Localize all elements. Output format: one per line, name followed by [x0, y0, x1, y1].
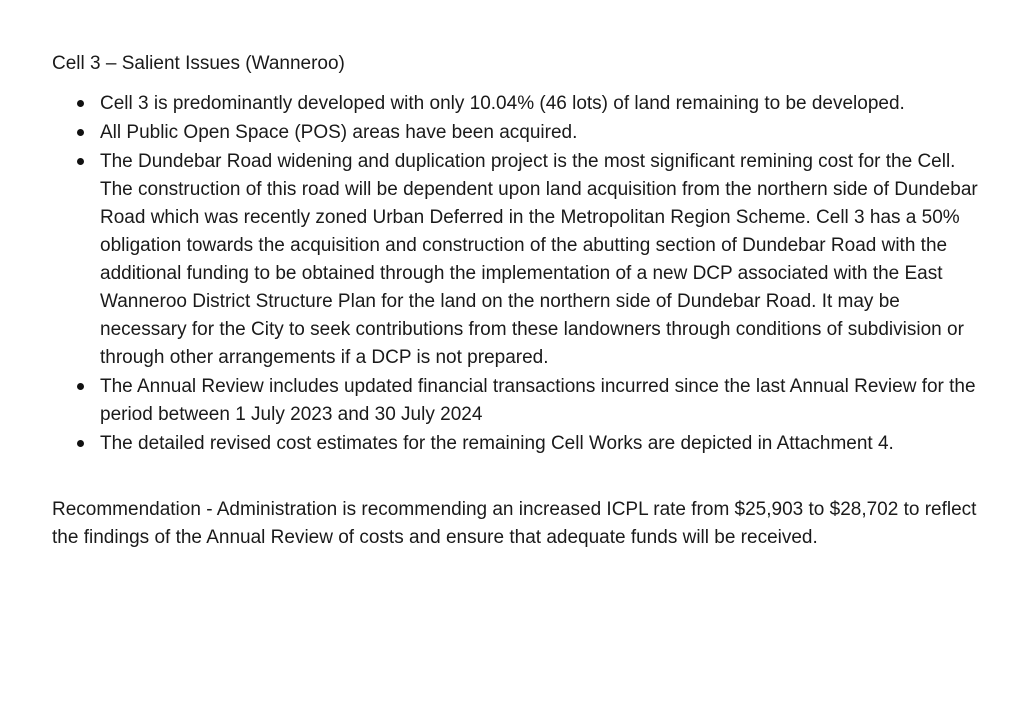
list-item: [52, 90, 982, 118]
list-item: [52, 119, 982, 147]
list-item-text: The Annual Review includes updated financial transactions incurred since the last Annual Review for the period between 1 July 2023 and 30 July 2024: [100, 376, 976, 425]
list-item-text: Cell 3 is predominantly developed with only 10.04% (46 lots) of land remaining to be developed.: [100, 93, 905, 114]
list-item: [52, 373, 982, 429]
list-item: [52, 430, 982, 458]
bullet-icon: [77, 383, 84, 390]
section-heading: Cell 3 – Salient Issues (Wanneroo): [52, 53, 345, 74]
list-item-text: All Public Open Space (POS) areas have been acquired.: [100, 122, 578, 143]
bullet-icon: [77, 100, 84, 107]
bullet-icon: [77, 440, 84, 447]
list-item-text: The Dundebar Road widening and duplication project is the most significant remining cost for the Cell. The construction of this road will be dependent upon land acquisition from the northern side of Dundebar Road which was recently zoned Urban Deferred in the Metropolitan Region Scheme. Cell 3 has a 50% obligation towards the acquisition and construction of the abutting section of Dundebar Road with the additional funding to be obtained through the implementation of a new DCP associated with the East Wanneroo District Structure Plan for the land on the northern side of Dundebar Road. It may be necessary for the City to seek contributions from these landowners through conditions of subdivision or through other arrangements if a DCP is not prepared.: [100, 151, 978, 368]
list-item: [52, 148, 982, 372]
salient-issues-list: [52, 90, 982, 458]
bullet-icon: [77, 129, 84, 136]
recommendation-paragraph: Recommendation - Administration is recommending an increased ICPL rate from $25,903 to $28,702 to reflect the findings of the Annual Review of costs and ensure that adequate funds will be received.: [52, 499, 977, 548]
bullet-icon: [77, 158, 84, 165]
list-item-text: The detailed revised cost estimates for the remaining Cell Works are depicted in Attachment 4.: [100, 433, 894, 454]
document-page: [52, 50, 982, 571]
